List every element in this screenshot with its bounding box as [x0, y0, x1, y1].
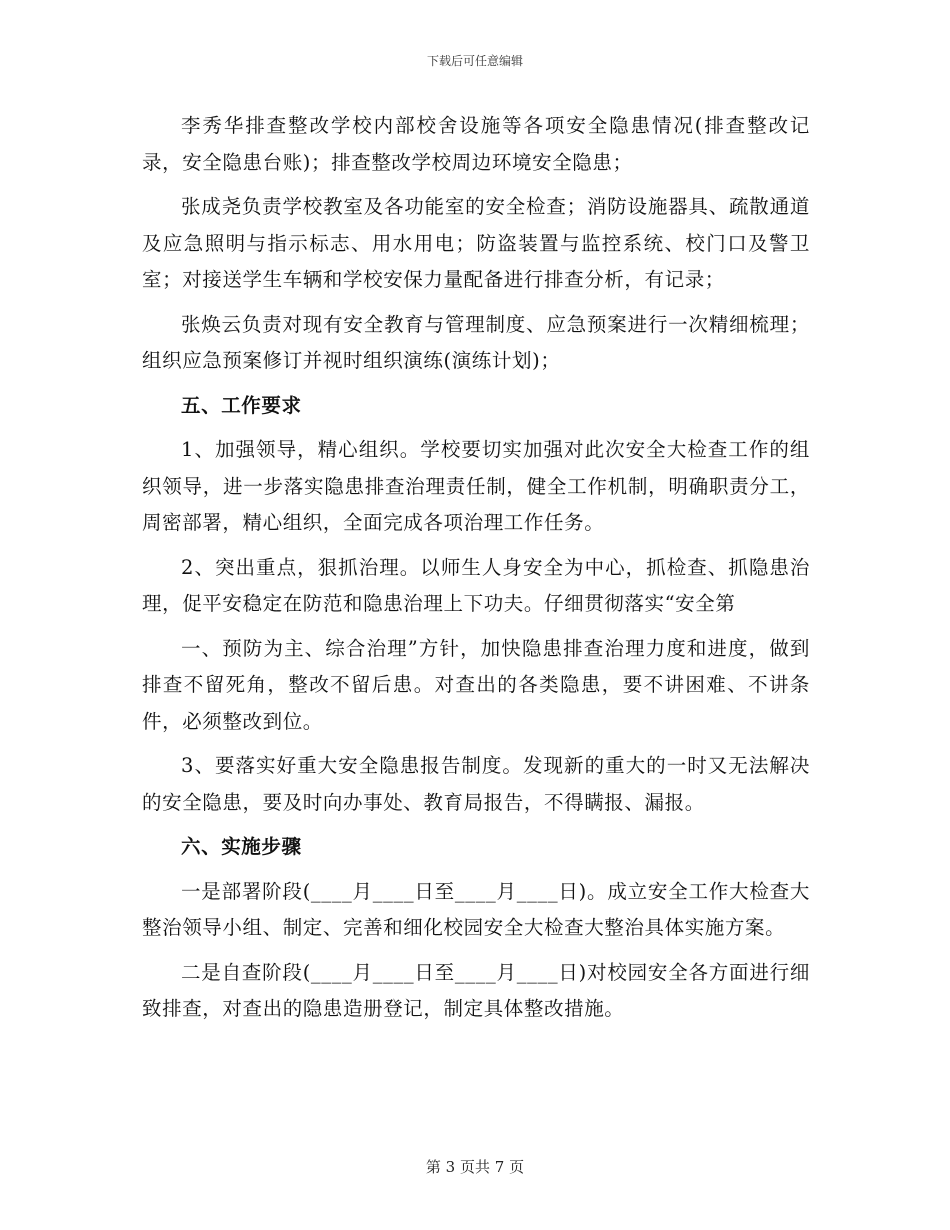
paragraph-requirement-2-continued: 一、预防为主、综合治理”方针，加快隐患排查治理力度和进度，做到排查不留死角，整改不留后患。对查出的各类隐患，要不讲困难、不讲条件，必须整改到位。: [142, 636, 810, 733]
page-header: 下载后可任意编辑: [426, 54, 523, 68]
section-heading-work-requirements: 五、工作要求: [181, 393, 302, 417]
paragraph-requirement-2: 2、突出重点，狠抓治理。以师生人身安全为中心，抓检查、抓隐患治理，促平安稳定在防范和隐患治理上下功夫。仔细贯彻落实“安全第: [142, 555, 810, 615]
paragraph-step-1: 一是部署阶段(____月____日至____月____日)。成立安全工作大检查大整治领导小组、制定、完善和细化校园安全大检查大整治具体实施方案。: [142, 879, 810, 939]
paragraph-requirement-3: 3、要落实好重大安全隐患报告制度。发现新的重大的一时又无法解决的安全隐患，要及时向办事处、教育局报告，不得瞒报、漏报。: [142, 754, 810, 814]
page-footer: 第 3 页共 7 页: [425, 1158, 525, 1176]
paragraph-zhang-chengyao: 张成尧负责学校教室及各功能室的安全检查；消防设施器具、疏散通道及应急照明与指示标志、用水用电；防盗装置与监控系统、校门口及警卫室；对接送学生车辆和学校安保力量配备进行排查分析，有记录；: [142, 195, 810, 291]
paragraph-zhang-huanyun: 张焕云负责对现有安全教育与管理制度、应急预案进行一次精细梳理；组织应急预案修订并视时组织演练(演练计划)；: [142, 312, 810, 372]
paragraph-li-xiuhua: 李秀华排查整改学校内部校舍设施等各项安全隐患情况(排查整改记录，安全隐患台账)；排查整改学校周边环境安全隐患；: [142, 114, 810, 174]
paragraph-requirement-1: 1、加强领导，精心组织。学校要切实加强对此次安全大检查工作的组织领导，进一步落实隐患排查治理责任制，健全工作机制，明确职责分工，周密部署，精心组织，全面完成各项治理工作任务。: [142, 438, 810, 534]
section-heading-implementation-steps: 六、实施步骤: [181, 835, 302, 858]
paragraph-step-2: 二是自查阶段(____月____日至____月____日)对校园安全各方面进行细致排查，对查出的隐患造册登记，制定具体整改措施。: [142, 960, 810, 1020]
document-body: [142, 108, 810, 1028]
